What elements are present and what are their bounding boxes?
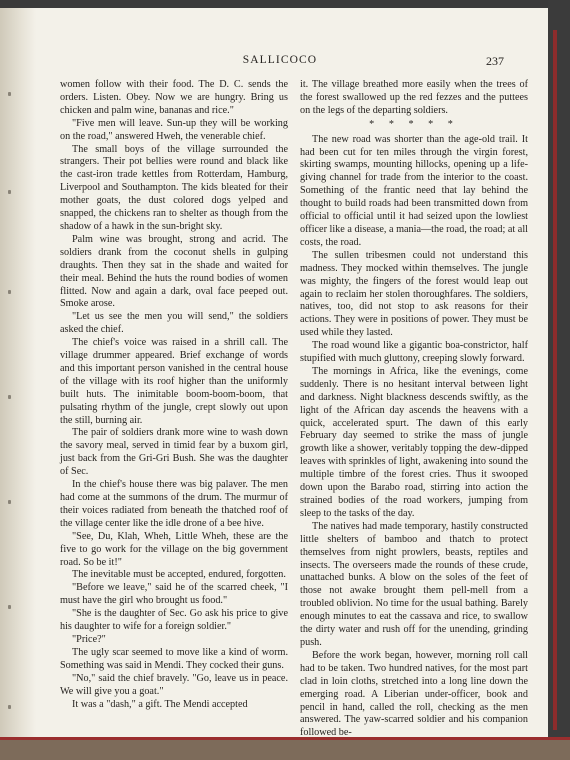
paragraph: women follow with their food. The D. C. sends the orders. Listen. Obey. Now we are hungry. Bring us chicken and palm wine, bananas and rice." [60, 79, 288, 116]
running-title: SALLICOCO [242, 54, 318, 66]
paragraph: The small boys of the village surrounded the strangers. Their pot bellies were round and black like the cast-iron trade kettles from Rotterdam, Hamburg, Liverpool and Southampton. The kids bleated for their mother goats, the dust colored dogs yelped and snapped, the chickens ran to shelter as though from the shadow of a hawk in the sun-bright sky. [60, 143, 288, 232]
paragraph: "Let us see the men you will send," the soldiers asked the chief. [60, 311, 288, 336]
bottom-book-edge [0, 740, 570, 760]
left-text-column [60, 79, 288, 719]
binding-hole [8, 500, 11, 504]
binding-hole [8, 605, 11, 609]
binding-hole [8, 705, 11, 709]
paragraph: "Before we leave," said he of the scarred cheek, "I must have the girl who brought us food." [60, 582, 288, 607]
binding-hole [8, 92, 11, 96]
paragraph: "No," said the chief bravely. "Go, leave us in peace. We will give you a goat." [60, 672, 288, 697]
paragraph: The inevitable must be accepted, endured, forgotten. [72, 569, 286, 581]
right-text-column [300, 79, 528, 739]
right-red-binding-strip [553, 30, 557, 730]
paragraph: In the chief's house there was big palaver. The men had come at the summons of the drum. The murmur of their voices radiated from beneath the thatched roof of the village center like the idle drone of a bee hive. [60, 479, 288, 529]
paragraph: The mornings in Africa, like the evenings, come suddenly. There is no hesitant interval between light and darkness. Night blackness descends swiftly, as the light of the African day ascends the heavens with a quick, accelerated spurt. The dawn of this early February day seemed to strike the mass of jungle growth like a shower, veritably topping the dew-dipped leaves with sprinkles of light, awakening into sound the multiple timbre of the forest cries. Thus it swooped down upon the Barabo road, stirring into action the strained bodies of the road workers, jumping from sleep to the tasks of the day. [300, 365, 528, 519]
paragraph: "Five men will leave. Sun-up they will be working on the road," answered Hweh, the venerable chief. [60, 117, 288, 142]
paragraph: Before the work began, however, morning roll call had to be taken. Two hundred natives, for the most part clad in loin cloths, stretched into a long line down the emerging road. A Liberian under-officer, book and pencil in hand, called the roll, checking as the men answered. The yaw-scarred soldier and his companion followed be- [300, 649, 528, 739]
paragraph: The sullen tribesmen could not understand this madness. They mocked within themselves. The jungle was mighty, the fingers of the forest would leap out again to reclaim her stolen thoroughfares. The soldiers, natives, too, did not stop to ask reasons for their actions. They were in positions of power. They must be used while they lasted. [300, 249, 528, 339]
paragraph: The ugly scar seemed to move like a kind of worm. Something was said in Mendi. They cocked their guns. [60, 646, 288, 671]
binding-hole [8, 395, 11, 399]
paragraph: it. The village breathed more easily when the trees of the forest swallowed up the red fezzes and the puttees on the legs of the departing soldiers. [300, 79, 528, 116]
paragraph: It was a "dash," a gift. The Mendi accepted [72, 698, 248, 710]
page-header [50, 54, 510, 70]
paragraph: "She is the daughter of Sec. Go ask his price to give his daughter to wife for a foreign soldier." [60, 608, 288, 633]
binding-hole [8, 190, 11, 194]
paragraph: The road wound like a gigantic boa-constrictor, half stupified with much gluttony, creeping slowly forward. [300, 340, 528, 365]
paragraph: Palm wine was brought, strong and acrid. The soldiers drank from the coconut shells in gulping draughts. Then they sat in the shade and waited for their meal. Behind the huts the round bodies of women flitted. Now and again a dark, oval face peeped out. Smoke arose. [60, 233, 288, 310]
paragraph: "Price?" [72, 633, 106, 645]
paragraph: The pair of soldiers drank more wine to wash down the savory meal, served in timid fear by a buxom girl, just back from the Gri-Gri Bush. She was the daughter of Sec. [60, 427, 288, 478]
paragraph: The natives had made temporary, hastily constructed little shelters of bamboo and thatch to protect themselves from night prowlers, beasts, reptiles and insects. The overseers made the rounds of these crude, unattached bunks. A blow on the soles of the feet of those not awake brought them pell-mell from a troubled oblivion. No time for the usual bathing. Barely enough minutes to eat the cassava and rice, to swallow the dirty water and rush off for the unending, grinding push. [300, 520, 528, 648]
page-number: 237 [486, 54, 504, 68]
top-page-edge [0, 0, 570, 8]
binding-hole [8, 290, 11, 294]
paragraph: "See, Du, Klah, Wheh, Little Wheh, these are the five to go work for the village on the big government road. So be it!" [60, 530, 288, 568]
page-binding-gutter [0, 0, 36, 760]
right-book-edge [548, 0, 570, 760]
paragraph: The chief's voice was raised in a shrill call. The village drummer appeared. Brief exchange of words and this important person vanished in the central house of the village with its roof higher than the uniformly built huts. The inimitable boom-boom-boom, that pulsating rhythm of the jungle, crept slowly out upon the still, burning air. [60, 337, 288, 426]
section-break: * * * * * [369, 118, 459, 130]
paragraph: The new road was shorter than the age-old trail. It had been cut for ten miles through the virgin forest, skirting swamps, mounting hillocks, opening up a life-giving channel for trade from the interior to the coast. Something of the frantic need that lay behind the thought to build roads had been transmitted down from official to official until it had seized upon the lowliest officer like a disease, a mania—the road, the road; at all costs, the road. [300, 133, 528, 248]
